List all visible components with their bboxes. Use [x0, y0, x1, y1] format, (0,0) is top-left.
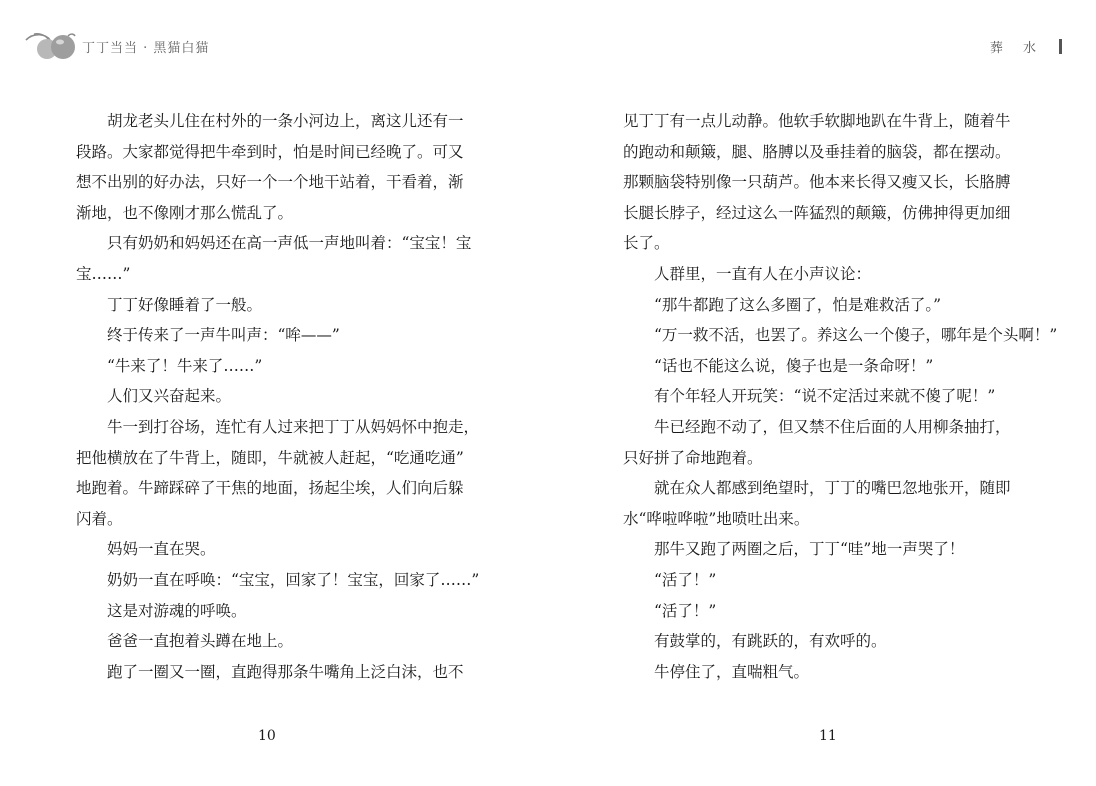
text-line: “牛来了！牛来了……” — [107, 356, 263, 375]
paragraph — [76, 596, 474, 627]
paragraph — [623, 381, 1021, 412]
text-line: 闪着。 — [76, 509, 123, 528]
text-line: 那牛又跑了两圈之后，丁丁“哇”地一声哭了！ — [654, 540, 965, 559]
paragraph — [623, 106, 1021, 259]
text-line: “万一救不活，也罢了。养这么一个傻子，哪年是个头啊！” — [654, 326, 1058, 345]
text-line: 人们又兴奋起来。 — [107, 387, 232, 406]
paragraph — [76, 412, 480, 534]
paragraph — [76, 565, 480, 596]
text-line: 渐地，也不像刚才那么慌乱了。 — [76, 203, 294, 222]
text-line: 牛一到打谷场，连忙有人过来把丁丁从妈妈怀中抱走， — [107, 417, 480, 436]
text-line: 人群里，一直有人在小声议论： — [654, 264, 872, 283]
text-line: 妈妈一直在哭。 — [107, 540, 216, 559]
paragraph — [623, 657, 1021, 688]
paragraph — [623, 259, 1021, 290]
text-line: 只有奶奶和妈妈还在高一声低一声地叫着：“宝宝！宝 — [107, 234, 472, 253]
chapter-title: 葬 水 — [989, 41, 1044, 56]
text-line: “活了！” — [654, 570, 717, 589]
paragraph — [76, 106, 474, 228]
chapter-marker — [1059, 39, 1062, 54]
series-title: 丁丁当当 · 黑猫白猫 — [82, 41, 210, 56]
text-line: 长了。 — [623, 234, 670, 253]
text-line: 有个年轻人开玩笑：“说不定活过来就不傻了呢！” — [654, 387, 996, 406]
text-line: “话也不能这么说，傻子也是一条命呀！” — [654, 356, 934, 375]
text-line: 宝……” — [76, 264, 131, 283]
paragraph — [76, 381, 474, 412]
paragraph — [623, 565, 1021, 596]
paragraph — [76, 657, 474, 688]
paragraph — [623, 596, 1021, 627]
paragraph — [623, 351, 1021, 382]
text-line: 爸爸一直抱着头蹲在地上。 — [107, 632, 294, 651]
text-line: 水“哗啦哗啦”地喷吐出来。 — [623, 509, 810, 528]
paragraph — [623, 626, 1021, 657]
paragraph — [76, 534, 474, 565]
paragraph — [623, 473, 1021, 534]
right-page — [623, 106, 1058, 687]
text-line: 跑了一圈又一圈，直跑得那条牛嘴角上泛白沫，也不 — [107, 662, 464, 681]
text-line: 牛停住了，直喘粗气。 — [654, 662, 810, 681]
text-line: 段路。大家都觉得把牛牵到时，怕是时间已经晚了。可又 — [76, 142, 464, 161]
paragraph — [76, 228, 474, 289]
gourd-logo-icon — [24, 30, 84, 64]
text-line: 想不出别的好办法，只好一个一个地干站着，干看着，渐 — [76, 173, 464, 192]
text-line: 那颗脑袋特别像一只葫芦。他本来长得又瘦又长，长胳膊 — [623, 173, 1011, 192]
text-line: 奶奶一直在呼唤：“宝宝，回家了！宝宝，回家了……” — [107, 570, 480, 589]
text-line: 只好拼了命地跑着。 — [623, 448, 763, 467]
text-line: 的跑动和颠簸，腿、胳膊以及垂挂着的脑袋，都在摆动。 — [623, 142, 1011, 161]
left-page — [76, 106, 480, 687]
page-number-right: 11 — [819, 728, 837, 744]
paragraph — [623, 290, 1021, 321]
text-line: 把他横放在了牛背上，随即，牛就被人赶起，“吃通吃通” — [76, 448, 464, 467]
text-line: 有鼓掌的，有跳跃的，有欢呼的。 — [654, 632, 887, 651]
paragraph — [623, 534, 1021, 565]
text-line: 这是对游魂的呼唤。 — [107, 601, 247, 620]
text-line: “那牛都跑了这么多圈了，怕是难救活了。” — [654, 295, 942, 314]
text-line: 胡龙老头儿住在村外的一条小河边上，离这儿还有一 — [107, 112, 464, 130]
page-number-left: 10 — [258, 728, 276, 744]
paragraph — [76, 320, 474, 351]
paragraph — [76, 351, 474, 382]
paragraph — [76, 626, 474, 657]
text-line: 牛已经跑不动了，但又禁不住后面的人用柳条抽打， — [654, 417, 1011, 436]
paragraph — [76, 290, 474, 321]
paragraph — [623, 320, 1058, 351]
text-line: “活了！” — [654, 601, 717, 620]
text-line: 见丁丁有一点儿动静。他软手软脚地趴在牛背上，随着牛 — [623, 112, 1011, 130]
paragraph — [623, 412, 1021, 473]
text-line: 地跑着。牛蹄踩碎了干焦的地面，扬起尘埃，人们向后躲 — [76, 479, 464, 498]
text-line: 就在众人都感到绝望时，丁丁的嘴巴忽地张开，随即 — [654, 479, 1011, 498]
text-line: 长腿长脖子，经过这么一阵猛烈的颠簸，仿佛抻得更加细 — [623, 203, 1011, 222]
text-line: 丁丁好像睡着了一般。 — [107, 295, 263, 314]
text-line: 终于传来了一声牛叫声：“哞——” — [107, 326, 340, 345]
